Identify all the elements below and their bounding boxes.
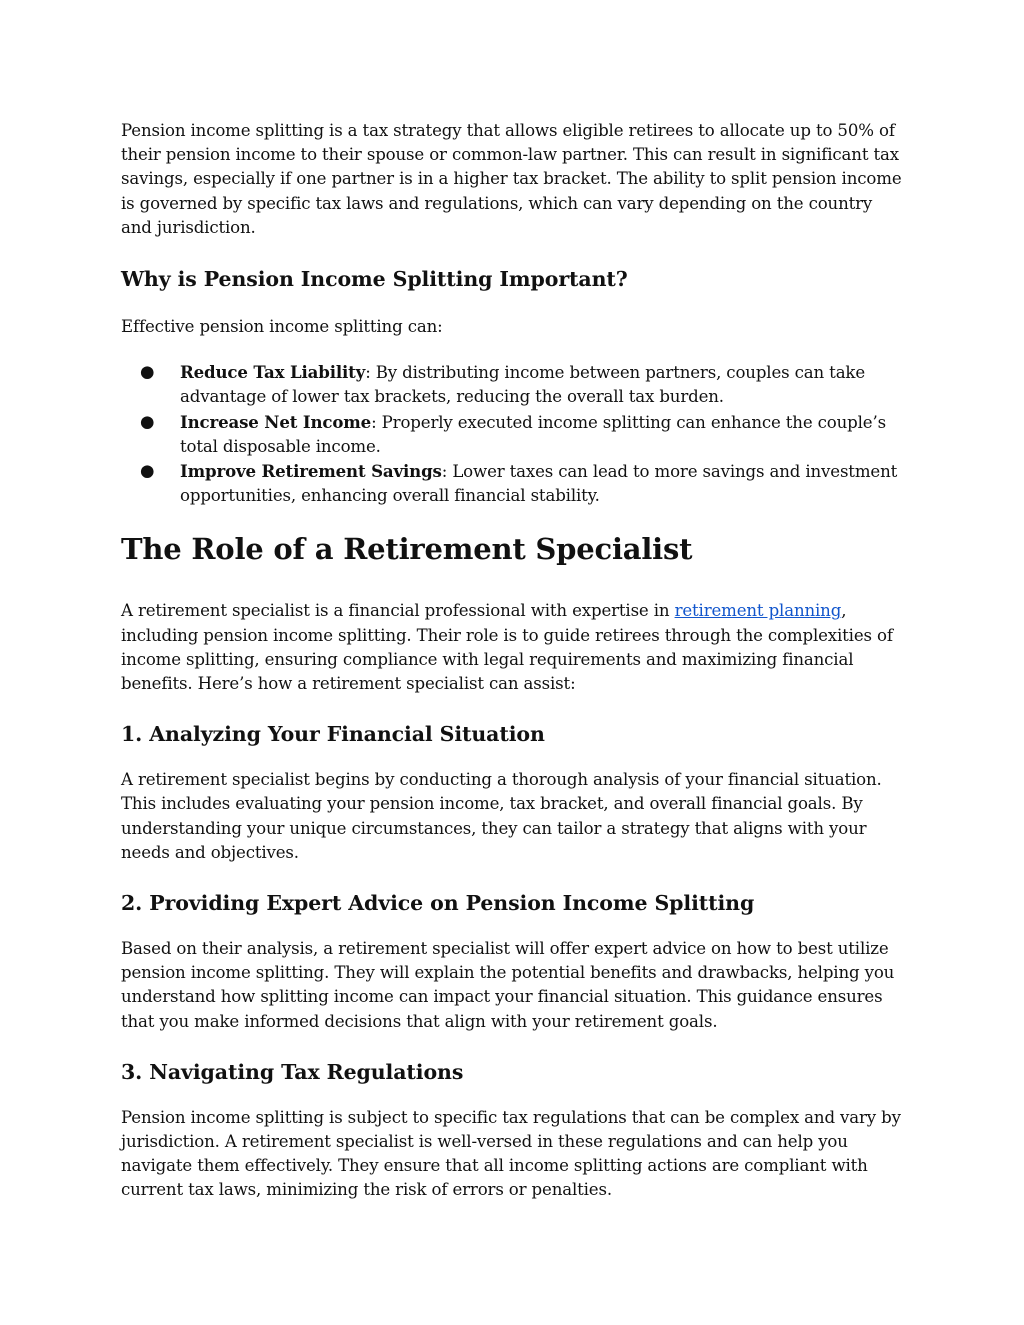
role-paragraph — [121, 599, 907, 696]
bullet-icon: ● — [140, 461, 155, 481]
bullet-term: Increase Net Income — [180, 411, 372, 432]
why-heading: Why is Pension Income Splitting Important? — [121, 267, 628, 292]
section-2-heading: 2. Providing Expert Advice on Pension Income Splitting — [121, 891, 755, 916]
bullet-text: : Lower taxes can lead to more savings and investment opportunities, enhancing overall financial stability. — [180, 462, 898, 506]
bullet-icon: ● — [140, 362, 155, 382]
intro-paragraph: Pension income splitting is a tax strategy that allows eligible retirees to allocate up to 50% of their pension income to their spouse or common-law partner. This can result in significant tax savings, especially if one partner is in a higher tax bracket. The ability to split pension income is governed by specific tax laws and regulations, which can vary depending on the country and jurisdiction. — [121, 121, 902, 237]
document-page — [121, 119, 907, 1203]
why-lead: Effective pension income splitting can: — [121, 317, 443, 337]
list-item — [121, 459, 907, 508]
retirement-planning-link[interactable]: retirement planning — [674, 601, 842, 621]
bullet-text: : Properly executed income splitting can enhance the couple’s total disposable income. — [180, 412, 886, 456]
section-3-heading: 3. Navigating Tax Regulations — [121, 1059, 464, 1084]
bullet-text: : By distributing income between partners, couples can take advantage of lower tax brackets, reducing the overall tax burden. — [180, 363, 866, 407]
section-2-paragraph: Based on their analysis, a retirement specialist will offer expert advice on how to best utilize pension income splitting. They will explain the potential benefits and drawbacks, helping you understand how splitting income can impact your financial situation. This guidance ensures that you make informed decisions that align with your retirement goals. — [121, 939, 895, 1031]
section-1-paragraph: A retirement specialist begins by conducting a thorough analysis of your financial situation. This includes evaluating your pension income, tax bracket, and overall financial goals. By understanding your unique circumstances, they can tailor a strategy that aligns with your needs and objectives. — [121, 770, 882, 862]
list-item — [121, 360, 907, 409]
role-heading: The Role of a Retirement Specialist — [121, 532, 693, 567]
bullet-term: Reduce Tax Liability — [180, 362, 366, 383]
section-1-heading: 1. Analyzing Your Financial Situation — [121, 722, 545, 747]
benefits-list — [121, 360, 907, 508]
list-item — [121, 410, 907, 459]
section-3-paragraph: Pension income splitting is subject to specific tax regulations that can be complex and vary by jurisdiction. A retirement specialist is well-versed in these regulations and can help you navigate them effectively. They ensure that all income splitting actions are compliant with current tax laws, minimizing the risk of errors or penalties. — [121, 1107, 901, 1200]
bullet-term: Improve Retirement Savings — [180, 461, 442, 482]
bullet-icon: ● — [140, 411, 155, 431]
role-text-before-link: A retirement specialist is a financial professional with expertise in — [121, 601, 675, 621]
role-text-after-link: , including pension income splitting. Their role is to guide retirees through the complexities of income splitting, ensuring compliance with legal requirements and maximizing financial benefits. Here’s how a retirement specialist can assist: — [121, 601, 893, 694]
